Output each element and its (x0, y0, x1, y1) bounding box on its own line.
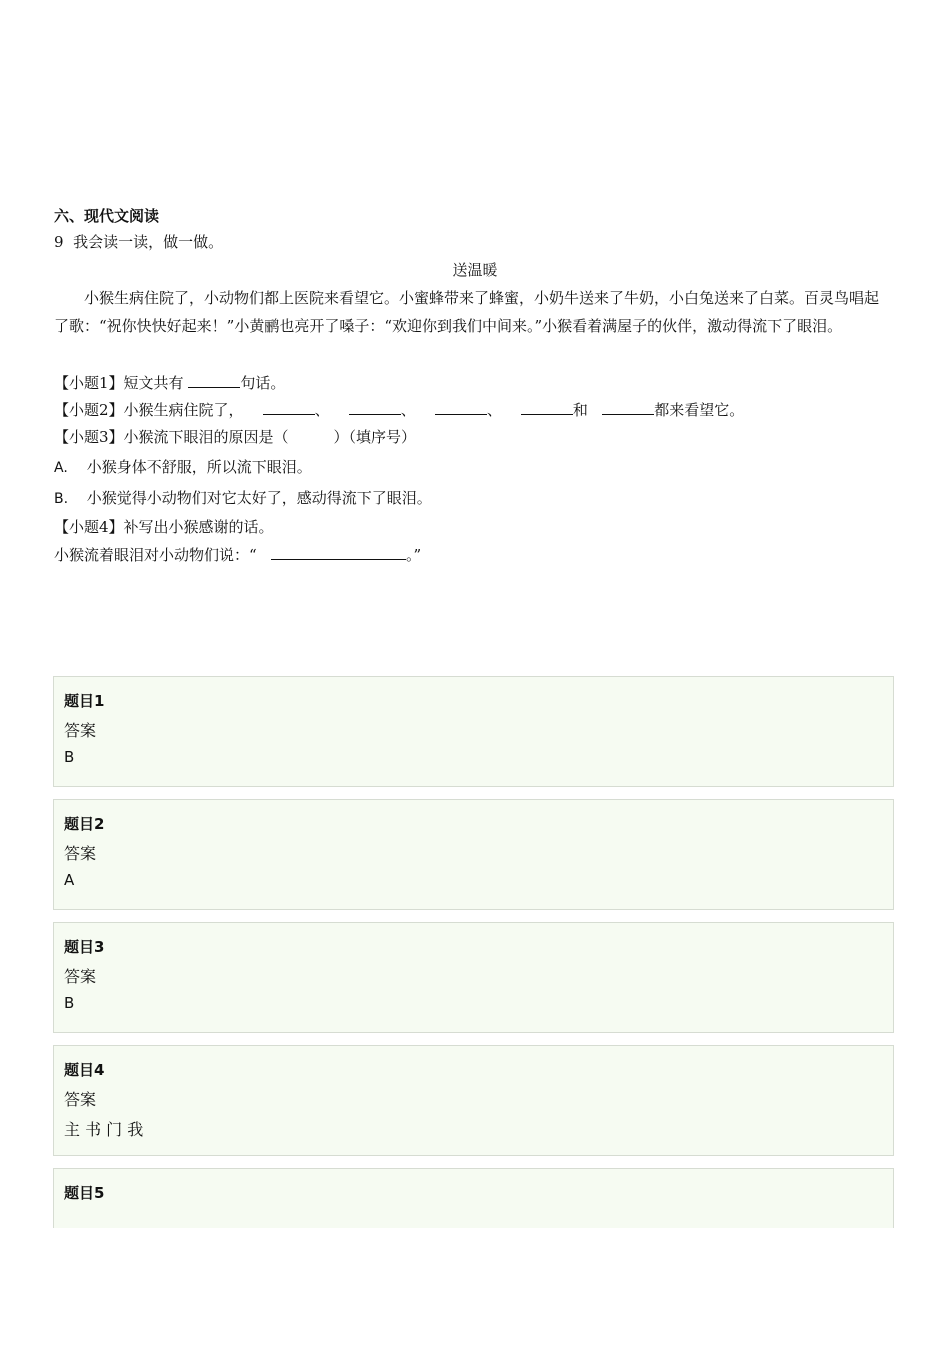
answer-title: 题目5 (64, 1184, 105, 1202)
passage-text: 小猴生病住院了，小动物们都上医院来看望它。小蜜蜂带来了蜂蜜，小奶牛送来了牛奶，小白兔送来了白菜。百灵鸟唱起了歌：“祝你快快好起来！”小黄鹂也亮开了嗓子：“欢迎你到我们中间来。”小猴看着满屋子的伙伴，激动得流下了眼泪。 (54, 289, 880, 335)
answer-value: B (64, 748, 75, 766)
answer-label: 答案 (64, 1090, 97, 1109)
answer-card-1 (53, 676, 894, 787)
answer-card-3 (53, 922, 894, 1033)
answer-blank[interactable] (263, 400, 315, 415)
answer-title: 题目3 (64, 938, 105, 956)
answer-blank[interactable] (435, 400, 487, 415)
passage-title: 送温暖 (452, 261, 498, 279)
answer-blank[interactable] (188, 373, 240, 388)
sub-question-4: 【小题4】补写出小猴感谢的话。 (54, 518, 274, 536)
answer-title: 题目4 (64, 1061, 105, 1079)
section-title: 六、现代文阅读 (54, 207, 160, 225)
answer-label: 答案 (64, 844, 97, 863)
sub-question-3: 【小题3】小猴流下眼泪的原因是（ ）（填序号） (54, 428, 417, 446)
answer-label: 答案 (64, 967, 97, 986)
sub-question-4-fill: 小猴流着眼泪对小动物们说：“ 。” (54, 546, 422, 564)
option-b[interactable] (54, 487, 432, 508)
question-text: 我会读一读，做一做。 (73, 233, 224, 251)
answer-value: A (64, 871, 75, 889)
answer-label: 答案 (64, 721, 97, 740)
question-prompt (54, 231, 223, 252)
answer-card-5 (53, 1168, 894, 1228)
answer-value: 主 书 门 我 (64, 1120, 144, 1139)
answer-title: 题目2 (64, 815, 105, 833)
answer-blank[interactable] (602, 400, 654, 415)
option-text: 小猴觉得小动物们对它太好了，感动得流下了眼泪。 (86, 489, 432, 507)
answer-card-2 (53, 799, 894, 910)
answer-blank[interactable] (521, 400, 573, 415)
sub-question-2: 【小题2】小猴生病住院了， 、 、 、 和 都来看望它。 (54, 401, 745, 419)
sub-question-1: 【小题1】短文共有 句话。 (54, 374, 286, 392)
option-a[interactable] (54, 456, 312, 477)
answer-title: 题目1 (64, 692, 105, 710)
answer-card-4 (53, 1045, 894, 1156)
option-label: B. (54, 491, 69, 507)
option-text: 小猴身体不舒服，所以流下眼泪。 (86, 458, 312, 476)
answer-blank[interactable] (349, 400, 401, 415)
answer-blank[interactable] (271, 545, 406, 560)
option-label: A. (54, 460, 68, 476)
question-number: 9 (54, 233, 64, 251)
answer-value: B (64, 994, 75, 1012)
